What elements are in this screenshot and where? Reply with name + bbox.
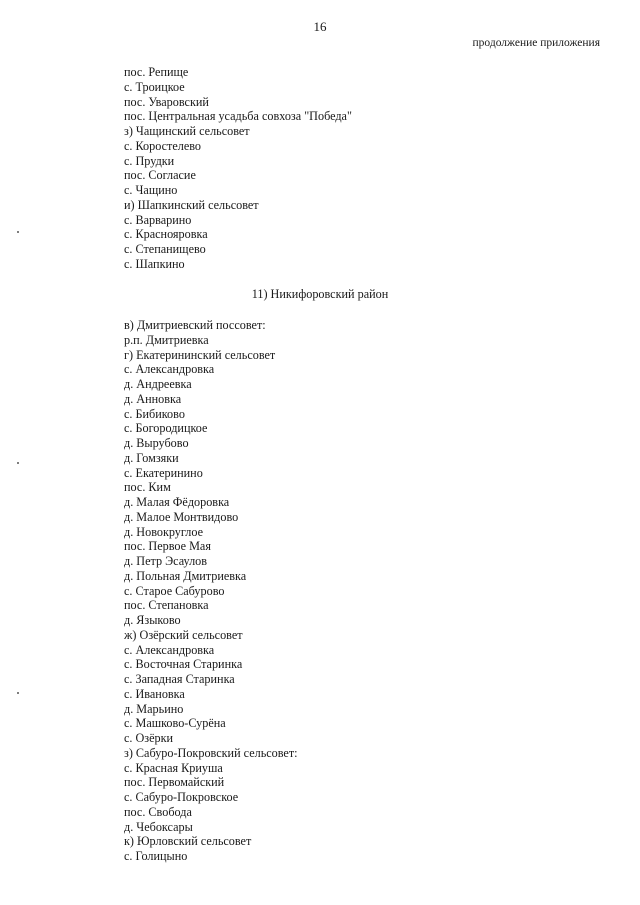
list-item: пос. Первое Мая: [124, 539, 211, 554]
list-item: с. Прудки: [124, 153, 175, 168]
list-item: д. Гомзяки: [124, 450, 179, 465]
list-item: д. Малое Монтвидово: [124, 509, 239, 524]
list-item: с. Старое Сабурово: [124, 583, 225, 598]
list-item: пос. Первомайский: [124, 775, 225, 790]
list-item: с. Голицыно: [124, 849, 188, 863]
list-item: с. Ивановка: [124, 686, 185, 701]
list-item: с. Степанищево: [124, 242, 206, 256]
list-item: и) Шапкинский сельсовет: [124, 197, 259, 212]
list-item: пос. Уваровский: [124, 94, 209, 109]
list-item: с. Сабуро-Покровское: [124, 790, 239, 804]
list-item: с. Краснояровка: [124, 227, 208, 242]
page-number: 16: [313, 19, 327, 34]
list-item: к) Юрловский сельсовет: [124, 834, 252, 849]
list-item: с. Чащино: [124, 183, 178, 197]
settlement-list-top: [124, 65, 352, 272]
list-item: с. Бибиково: [124, 406, 185, 421]
list-item: д. Вырубово: [124, 436, 189, 450]
list-item: с. Богородицкое: [124, 421, 208, 436]
list-item: д. Малая Фёдоровка: [124, 495, 230, 509]
continuation-note: продолжение приложения: [472, 37, 600, 49]
margin-mark: [17, 231, 19, 233]
margin-mark: [17, 462, 19, 464]
list-item: р.п. Дмитриевка: [124, 332, 209, 347]
list-item: с. Красная Криуша: [124, 760, 223, 775]
list-item: с. Коростелево: [124, 138, 202, 153]
list-item: с. Александровка: [124, 642, 215, 657]
list-item: пос. Свобода: [124, 804, 192, 819]
list-item: д. Языково: [124, 613, 181, 627]
list-item: з) Чащинский сельсовет: [124, 124, 250, 138]
list-item: с. Александровка: [124, 362, 215, 377]
list-item: д. Польная Дмитриевка: [124, 568, 247, 583]
list-item: с. Екатеринино: [124, 465, 203, 480]
list-item: д. Новокруглое: [124, 524, 204, 539]
list-item: пос. Центральная усадьба совхоза "Победа": [124, 109, 352, 124]
section-heading: 11) Никифоровский район: [251, 287, 389, 301]
list-item: д. Андреевка: [124, 377, 192, 391]
list-item: с. Варварино: [124, 212, 192, 227]
list-item: з) Сабуро-Покровский сельсовет:: [124, 745, 298, 760]
list-item: пос. Ким: [124, 480, 171, 495]
list-item: с. Троицкое: [124, 79, 185, 94]
list-item: пос. Согласие: [124, 168, 196, 183]
list-item: пос. Степановка: [124, 598, 209, 613]
list-item: д. Петр Эсаулов: [124, 554, 208, 568]
list-item: пос. Репище: [124, 65, 189, 79]
list-item: с. Машково-Сурёна: [124, 716, 226, 731]
list-item: д. Марьино: [124, 701, 184, 716]
list-item: с. Шапкино: [124, 256, 185, 271]
list-item: д. Чебоксары: [124, 819, 193, 834]
list-item: г) Екатерининский сельсовет: [124, 347, 276, 362]
list-item: с. Западная Старинка: [124, 672, 235, 686]
margin-mark: [17, 692, 19, 694]
list-item: ж) Озёрский сельсовет: [124, 627, 243, 642]
list-item: в) Дмитриевский поссовет:: [124, 318, 266, 332]
list-item: с. Восточная Старинка: [124, 657, 243, 672]
list-item: д. Анновка: [124, 391, 182, 406]
settlement-list-bottom: [124, 318, 298, 864]
list-item: с. Озёрки: [124, 731, 174, 745]
